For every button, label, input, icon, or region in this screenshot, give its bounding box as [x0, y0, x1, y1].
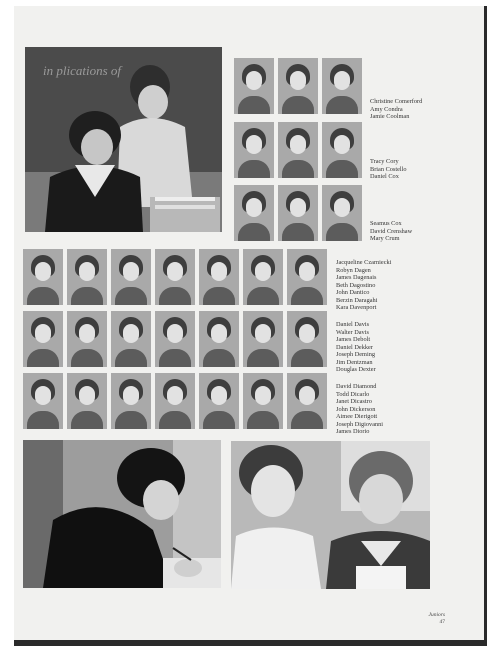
student-name: John Dickerson [336, 405, 376, 413]
student-name: Tracy Cory [370, 158, 399, 165]
student-portrait [243, 249, 283, 305]
student-name: James Debolt [336, 336, 371, 343]
student-portrait [199, 311, 239, 367]
student-name: Walter Davis [336, 328, 369, 336]
student-name: Christine Comerford [370, 98, 423, 105]
page-number: 47 [439, 619, 445, 625]
student-portrait [155, 249, 195, 305]
student-name: Beth Dagostino [336, 281, 376, 289]
student-name: Jamie Coolman [370, 113, 410, 120]
student-portrait [234, 58, 274, 114]
student-portrait [322, 122, 362, 178]
student-name: Todd Dicarlo [336, 390, 370, 398]
student-name: Daniel Dekker [336, 343, 373, 351]
student-name: Robyn Dagen [336, 266, 371, 274]
student-name: James Dagenais [336, 274, 377, 281]
student-portrait [234, 122, 274, 178]
student-portrait [199, 373, 239, 429]
student-name: Daniel Davis [336, 321, 370, 328]
student-portrait [111, 373, 151, 429]
student-name: David Crenshaw [370, 227, 413, 235]
student-name: Joseph Digiovanni [336, 420, 384, 428]
student-portrait [234, 185, 274, 241]
name-caption-group-2 [370, 158, 407, 181]
student-portrait [322, 58, 362, 114]
student-portrait [243, 311, 283, 367]
student-name: Joseph Deming [336, 351, 376, 358]
student-portrait [155, 311, 195, 367]
student-name: Seamus Cox [370, 220, 402, 227]
student-name: Douglas Dexter [336, 366, 376, 373]
student-name: Berzin Daragahi [336, 296, 378, 304]
student-name: Aimee Dierigott [336, 413, 378, 420]
student-portrait [199, 249, 239, 305]
name-caption-group-4 [336, 259, 391, 312]
student-name: Jim Dentzman [336, 358, 373, 366]
student-portrait [322, 185, 362, 241]
student-portrait [278, 58, 318, 114]
student-portrait [23, 373, 63, 429]
student-portrait [111, 311, 151, 367]
page-footer [429, 612, 446, 626]
student-portrait [67, 311, 107, 367]
student-name: Brian Costello [370, 165, 407, 173]
student-name: David Diamond [336, 383, 377, 390]
candid-photo-two-girls [231, 441, 430, 589]
name-caption-group-3 [370, 220, 412, 243]
name-caption-group-1 [370, 98, 422, 121]
student-name: Daniel Cox [370, 173, 399, 180]
student-name: Mary Crum [370, 235, 400, 242]
student-portrait [287, 311, 327, 367]
student-name: James Diorio [336, 428, 370, 435]
student-name: Janet Dicastro [336, 398, 372, 405]
name-caption-group-6 [336, 383, 383, 436]
student-name: John Dantico [336, 289, 370, 296]
student-name: Kara Davenport [336, 304, 377, 311]
student-portrait [111, 249, 151, 305]
student-portrait [278, 185, 318, 241]
student-name: Amy Condra [370, 105, 403, 113]
student-portrait [67, 373, 107, 429]
student-portrait [23, 249, 63, 305]
student-name: Jacqueline Czarniecki [336, 259, 392, 266]
chalkboard-writing: in plications of [43, 63, 121, 78]
section-label: Juniors [428, 612, 445, 618]
candid-photo-classroom [25, 47, 222, 232]
student-portrait [243, 373, 283, 429]
student-portrait [155, 373, 195, 429]
candid-photo-writing [23, 440, 221, 588]
student-portrait [278, 122, 318, 178]
student-portrait [287, 373, 327, 429]
name-caption-group-5 [336, 321, 376, 374]
student-portrait [23, 311, 63, 367]
student-portrait [67, 249, 107, 305]
student-portrait [287, 249, 327, 305]
